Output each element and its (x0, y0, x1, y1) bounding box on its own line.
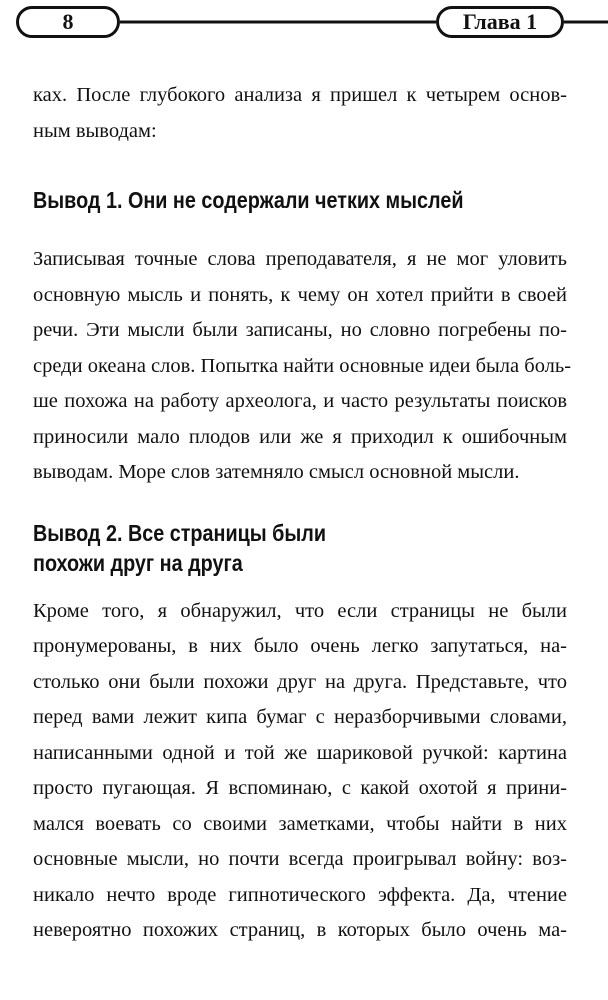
text-line: Кроме того, я обнаружил, что если страницы не были (33, 599, 567, 622)
heading-line: Вывод 1. Они не содержали четких мыслей (33, 187, 464, 213)
page-number: 8 (16, 6, 120, 38)
text-line: никало нечто вроде гипнотического эффекта. Да, чтение (33, 883, 567, 906)
section-2-paragraph (33, 594, 567, 949)
heading-line: похожи друг на друга (33, 549, 243, 576)
heading-line: Вывод 2. Все страницы были (33, 519, 326, 546)
text-line: столько они были похожи друг на друга. Представьте, что (33, 670, 567, 693)
chapter-label: Глава 1 (436, 6, 564, 38)
section-heading-1 (33, 185, 492, 215)
text-line: основную мысль и понять, к чему он хотел прийти в своей (33, 283, 567, 306)
text-line: мался воевать со своими заметками, чтобы найти в них (33, 812, 567, 835)
text-line: речи. Эти мысли были записаны, но словно погребены по- (33, 319, 567, 341)
text-line: основные мысли, но почти всегда проигрывал войну: воз- (33, 848, 567, 870)
page-body (33, 78, 572, 949)
section-1-paragraph (33, 242, 572, 491)
text-line: Записывая точные слова преподавателя, я не мог уловить (33, 248, 567, 270)
text-line: пронумерованы, в них было очень легко запутаться, на- (33, 635, 567, 657)
section-heading-2 (33, 518, 492, 578)
text-line: ше похожа на работу археолога, и часто результаты поисков (33, 390, 567, 412)
text-line: написанными одной и той же шариковой ручкой: картина (33, 741, 567, 764)
text-line: выводам. Море слов затемняло смысл основной мысли. (33, 461, 520, 483)
text-line: ках. После глубокого анализа я пришел к четырем основ- (33, 84, 567, 106)
running-header (0, 0, 608, 50)
text-line: перед вами лежит кипа бумаг с неразборчивыми словами, (33, 706, 567, 728)
text-line: ным выводам: (33, 119, 157, 142)
text-line: среди океана слов. Попытка найти основные идеи была боль- (33, 354, 572, 377)
intro-paragraph (33, 78, 567, 149)
text-line: приносили мало плодов или же я приходил к ошибочным (33, 425, 567, 448)
text-line: просто пугающая. Я вспоминаю, с какой охотой я прини- (33, 777, 567, 799)
text-line: невероятно похожих страниц, в которых было очень ма- (33, 919, 567, 941)
